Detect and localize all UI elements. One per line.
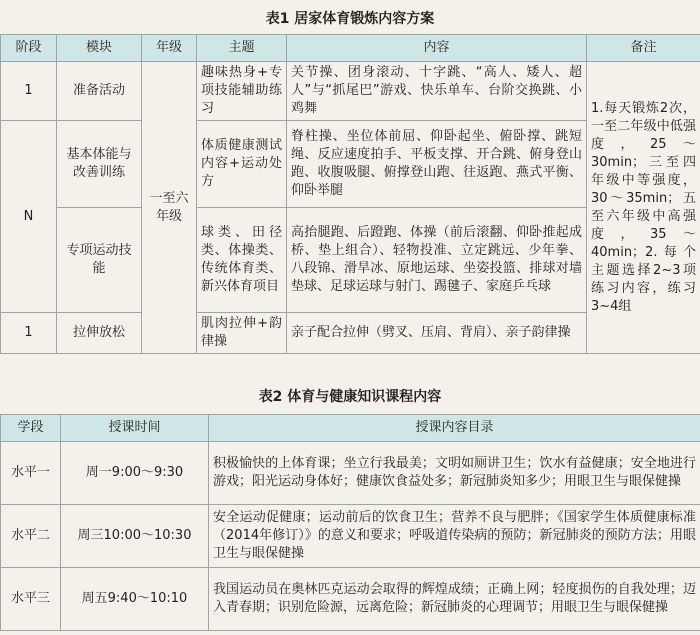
theme-cell: 趣味热身+专项技能辅助练习 — [197, 62, 287, 121]
header-module: 模块 — [57, 35, 142, 62]
module-cell: 拉伸放松 — [57, 313, 142, 354]
time-cell: 周三10:00～10:30 — [61, 505, 209, 568]
header-time: 授课时间 — [61, 415, 209, 442]
table-row — [1, 62, 700, 121]
level-cell: 水平二 — [1, 505, 61, 568]
table1-header-row — [1, 35, 700, 62]
header-catalog: 授课内容目录 — [209, 415, 700, 442]
grade-cell: 一至六年级 — [142, 62, 197, 354]
content-cell: 脊柱操、坐位体前屈、仰卧起坐、俯卧撑、跳短绳、反应速度拍手、平板支撑、开合跳、俯身登山跑、收腹吸腿、俯撑登山跑、往返跑、燕式平衡、仰卧举腿 — [287, 121, 587, 208]
level-cell: 水平一 — [1, 442, 61, 505]
header-theme: 主题 — [197, 35, 287, 62]
stage-cell: N — [1, 121, 57, 313]
module-cell: 专项运动技能 — [57, 208, 142, 313]
stage-cell: 1 — [1, 313, 57, 354]
table1-caption: 表1 居家体育锻炼内容方案 — [265, 11, 435, 27]
header-level: 学段 — [1, 415, 61, 442]
time-cell: 周五9:40～10:10 — [61, 568, 209, 631]
time-cell: 周一9:00～9:30 — [61, 442, 209, 505]
catalog-cell: 积极愉快的上体育课；坐立行我最美；文明如厕讲卫生；饮水有益健康；安全地进行游戏；阳光运动身体好；健康饮食益处多；新冠肺炎知多少；用眼卫生与眼保健操 — [209, 442, 700, 505]
level-cell: 水平三 — [1, 568, 61, 631]
table-row — [1, 442, 700, 505]
catalog-cell: 安全运动促健康；运动前后的饮食卫生；营养不良与肥胖；《国家学生体质健康标准（2014年修订）》的意义和要求；呼吸道传染病的预防；新冠肺炎的预防方法；用眼卫生与眼保健操 — [209, 505, 700, 568]
theme-cell: 体质健康测试内容+运动处方 — [197, 121, 287, 208]
content-cell: 高抬腿跑、后蹬跑、体操（前后滚翻、仰卧推起成桥、垫上组合）、轻物投准、立定跳远、少年拳、八段锦、滑旱冰、原地运球、坐姿投篮、排球对墙垫球、足球运球与射门、踢毽子、家庭乒乓球 — [287, 208, 587, 313]
theme-cell: 肌肉拉伸+韵律操 — [197, 313, 287, 354]
theme-cell: 球类、田径类、体操类、传统体育类、新兴体育项目 — [197, 208, 287, 313]
table2-caption: 表2 体育与健康知识课程内容 — [258, 389, 442, 405]
header-content: 内容 — [287, 35, 587, 62]
header-stage: 阶段 — [1, 35, 57, 62]
module-cell: 基本体能与改善训练 — [57, 121, 142, 208]
table1 — [0, 34, 700, 354]
content-cell: 关节操、团身滚动、十字跳、“高人、矮人、超人”与“抓尾巴”游戏、快乐单车、台阶交换跳、小鸡舞 — [287, 62, 587, 121]
remark-cell: 1.每天锻炼2次，一至二年级中低强度，25～30min；三至四年级中等强度，30～35min；五至六年级中高强度，35～40min；2.每个主题选择2~3项练习内容，练习3~4组 — [587, 62, 700, 354]
header-grade: 年级 — [142, 35, 197, 62]
module-cell: 准备活动 — [57, 62, 142, 121]
header-remark: 备注 — [587, 35, 700, 62]
stage-cell: 1 — [1, 62, 57, 121]
table2 — [0, 414, 700, 631]
content-cell: 亲子配合拉伸（劈叉、压肩、背肩）、亲子韵律操 — [287, 313, 587, 354]
catalog-cell: 我国运动员在奥林匹克运动会取得的辉煌成绩；正确上网；轻度损伤的自我处理；迈入青春期；识别危险源，远离危险；新冠肺炎的心理调节；用眼卫生与眼保健操 — [209, 568, 700, 631]
table-row — [1, 568, 700, 631]
table2-header-row — [1, 415, 700, 442]
table-row — [1, 505, 700, 568]
